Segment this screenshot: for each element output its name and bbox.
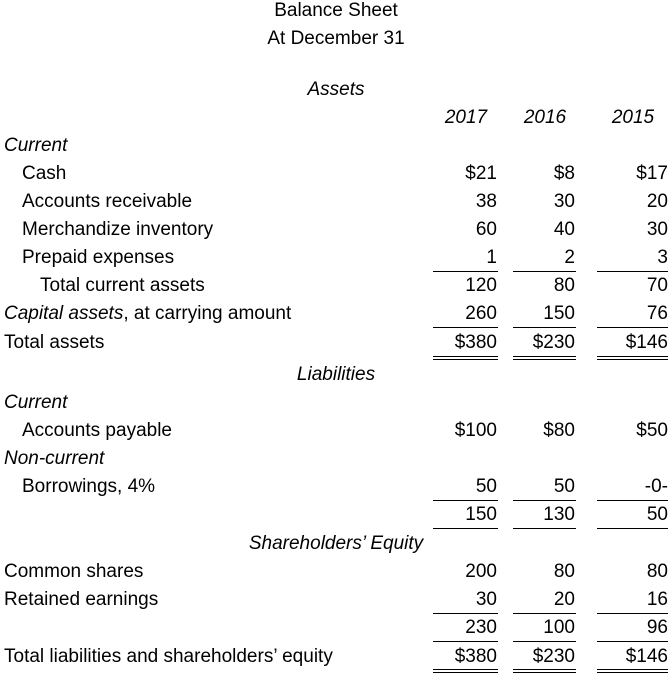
underline-borrowings-2015 [597, 500, 668, 501]
label-capital-assets [4, 303, 291, 325]
double-underline-total-le-2017-a [433, 669, 498, 670]
value-prepaid-2017: 1 [486, 247, 497, 268]
underline-total-liabilities-2015 [597, 528, 668, 529]
label-current-liabilities: Current [4, 392, 68, 413]
value-cash-2016: $8 [553, 163, 575, 184]
value-total-current-2016: 80 [553, 275, 575, 296]
underline-borrowings-2016 [513, 500, 576, 501]
value-prepaid-2015: 3 [657, 247, 668, 268]
value-inventory-2015: 30 [646, 219, 668, 240]
double-underline-total-assets-2016-b [513, 359, 576, 360]
value-common-2015: 80 [646, 561, 668, 582]
underline-capital-2016 [513, 327, 576, 328]
underline-total-liabilities-2016 [513, 528, 576, 529]
value-total-current-2017: 120 [465, 275, 497, 296]
underline-capital-2015 [597, 327, 668, 328]
value-ap-2015: $50 [636, 420, 668, 441]
underline-total-equity-2016 [513, 641, 576, 642]
double-underline-total-le-2015-a [597, 669, 668, 670]
value-total-liabilities-2016: 130 [543, 504, 575, 525]
double-underline-total-le-2017-b [433, 672, 498, 673]
label-non-current: Non-current [4, 448, 105, 469]
double-underline-total-le-2016-a [513, 669, 576, 670]
value-common-2016: 80 [553, 561, 575, 582]
underline-total-equity-2017 [433, 641, 498, 642]
value-common-2017: 200 [465, 561, 497, 582]
year-header-2017: 2017 [444, 107, 488, 128]
value-ar-2015: 20 [646, 191, 668, 212]
label-borrowings: Borrowings, 4% [22, 476, 156, 497]
value-total-le-2017: $380 [454, 646, 497, 667]
double-underline-total-assets-2017-b [433, 359, 498, 360]
underline-retained-2015 [597, 613, 668, 614]
value-ar-2016: 30 [553, 191, 575, 212]
value-prepaid-2016: 2 [564, 247, 575, 268]
value-retained-2016: 20 [553, 589, 575, 610]
value-total-le-2015: $146 [625, 646, 668, 667]
value-ar-2017: 38 [475, 191, 497, 212]
year-header-2015: 2015 [611, 107, 655, 128]
underline-total-liabilities-2017 [433, 528, 498, 529]
value-total-le-2016: $230 [532, 646, 575, 667]
label-total-liabilities-equity: Total liabilities and shareholders’ equity [4, 646, 333, 667]
label-prepaid: Prepaid expenses [22, 247, 175, 268]
underline-prepaid-2016 [513, 271, 576, 272]
label-capital-assets-italic: Capital assets [4, 303, 124, 324]
value-ap-2016: $80 [543, 420, 575, 441]
title: Balance Sheet [274, 0, 398, 21]
underline-total-equity-2015 [597, 641, 668, 642]
value-cash-2017: $21 [465, 163, 497, 184]
double-underline-total-assets-2015-a [597, 356, 668, 357]
value-total-assets-2015: $146 [625, 332, 668, 353]
value-capital-2016: 150 [543, 303, 575, 324]
value-total-equity-2017: 230 [465, 617, 497, 638]
double-underline-total-le-2015-b [597, 672, 668, 673]
value-total-assets-2017: $380 [454, 332, 497, 353]
label-total-assets: Total assets [4, 332, 105, 353]
underline-prepaid-2017 [433, 271, 498, 272]
value-total-equity-2015: 96 [646, 617, 668, 638]
value-borrowings-2016: 50 [553, 476, 575, 497]
underline-borrowings-2017 [433, 500, 498, 501]
underline-prepaid-2015 [597, 271, 668, 272]
section-shareholders-equity: Shareholders’ Equity [248, 533, 424, 554]
label-inventory: Merchandize inventory [22, 219, 214, 240]
label-cash: Cash [22, 163, 67, 184]
subtitle: At December 31 [267, 28, 405, 49]
value-capital-2017: 260 [465, 303, 497, 324]
label-capital-assets-rest: , at carrying amount [123, 303, 292, 324]
double-underline-total-assets-2015-b [597, 359, 668, 360]
value-capital-2015: 76 [646, 303, 668, 324]
underline-retained-2016 [513, 613, 576, 614]
value-cash-2015: $17 [636, 163, 668, 184]
underline-retained-2017 [433, 613, 498, 614]
year-header-2016: 2016 [523, 107, 567, 128]
label-current-assets: Current [4, 135, 68, 156]
label-retained-earnings: Retained earnings [4, 589, 159, 610]
double-underline-total-le-2016-b [513, 672, 576, 673]
value-total-current-2015: 70 [646, 275, 668, 296]
double-underline-total-assets-2017-a [433, 356, 498, 357]
value-borrowings-2017: 50 [475, 476, 497, 497]
value-retained-2017: 30 [475, 589, 497, 610]
label-accounts-receivable: Accounts receivable [22, 191, 193, 212]
value-borrowings-2015: -0- [644, 476, 668, 497]
value-total-equity-2016: 100 [543, 617, 575, 638]
value-total-assets-2016: $230 [532, 332, 575, 353]
label-common-shares: Common shares [4, 561, 144, 582]
section-assets: Assets [307, 79, 365, 100]
value-inventory-2016: 40 [553, 219, 575, 240]
value-total-liabilities-2017: 150 [465, 504, 497, 525]
section-liabilities: Liabilities [296, 364, 376, 385]
value-total-liabilities-2015: 50 [646, 504, 668, 525]
value-ap-2017: $100 [454, 420, 497, 441]
underline-capital-2017 [433, 327, 498, 328]
value-inventory-2017: 60 [475, 219, 497, 240]
double-underline-total-assets-2016-a [513, 356, 576, 357]
label-accounts-payable: Accounts payable [22, 420, 172, 441]
value-retained-2015: 16 [646, 589, 668, 610]
label-total-current-assets: Total current assets [40, 275, 205, 296]
